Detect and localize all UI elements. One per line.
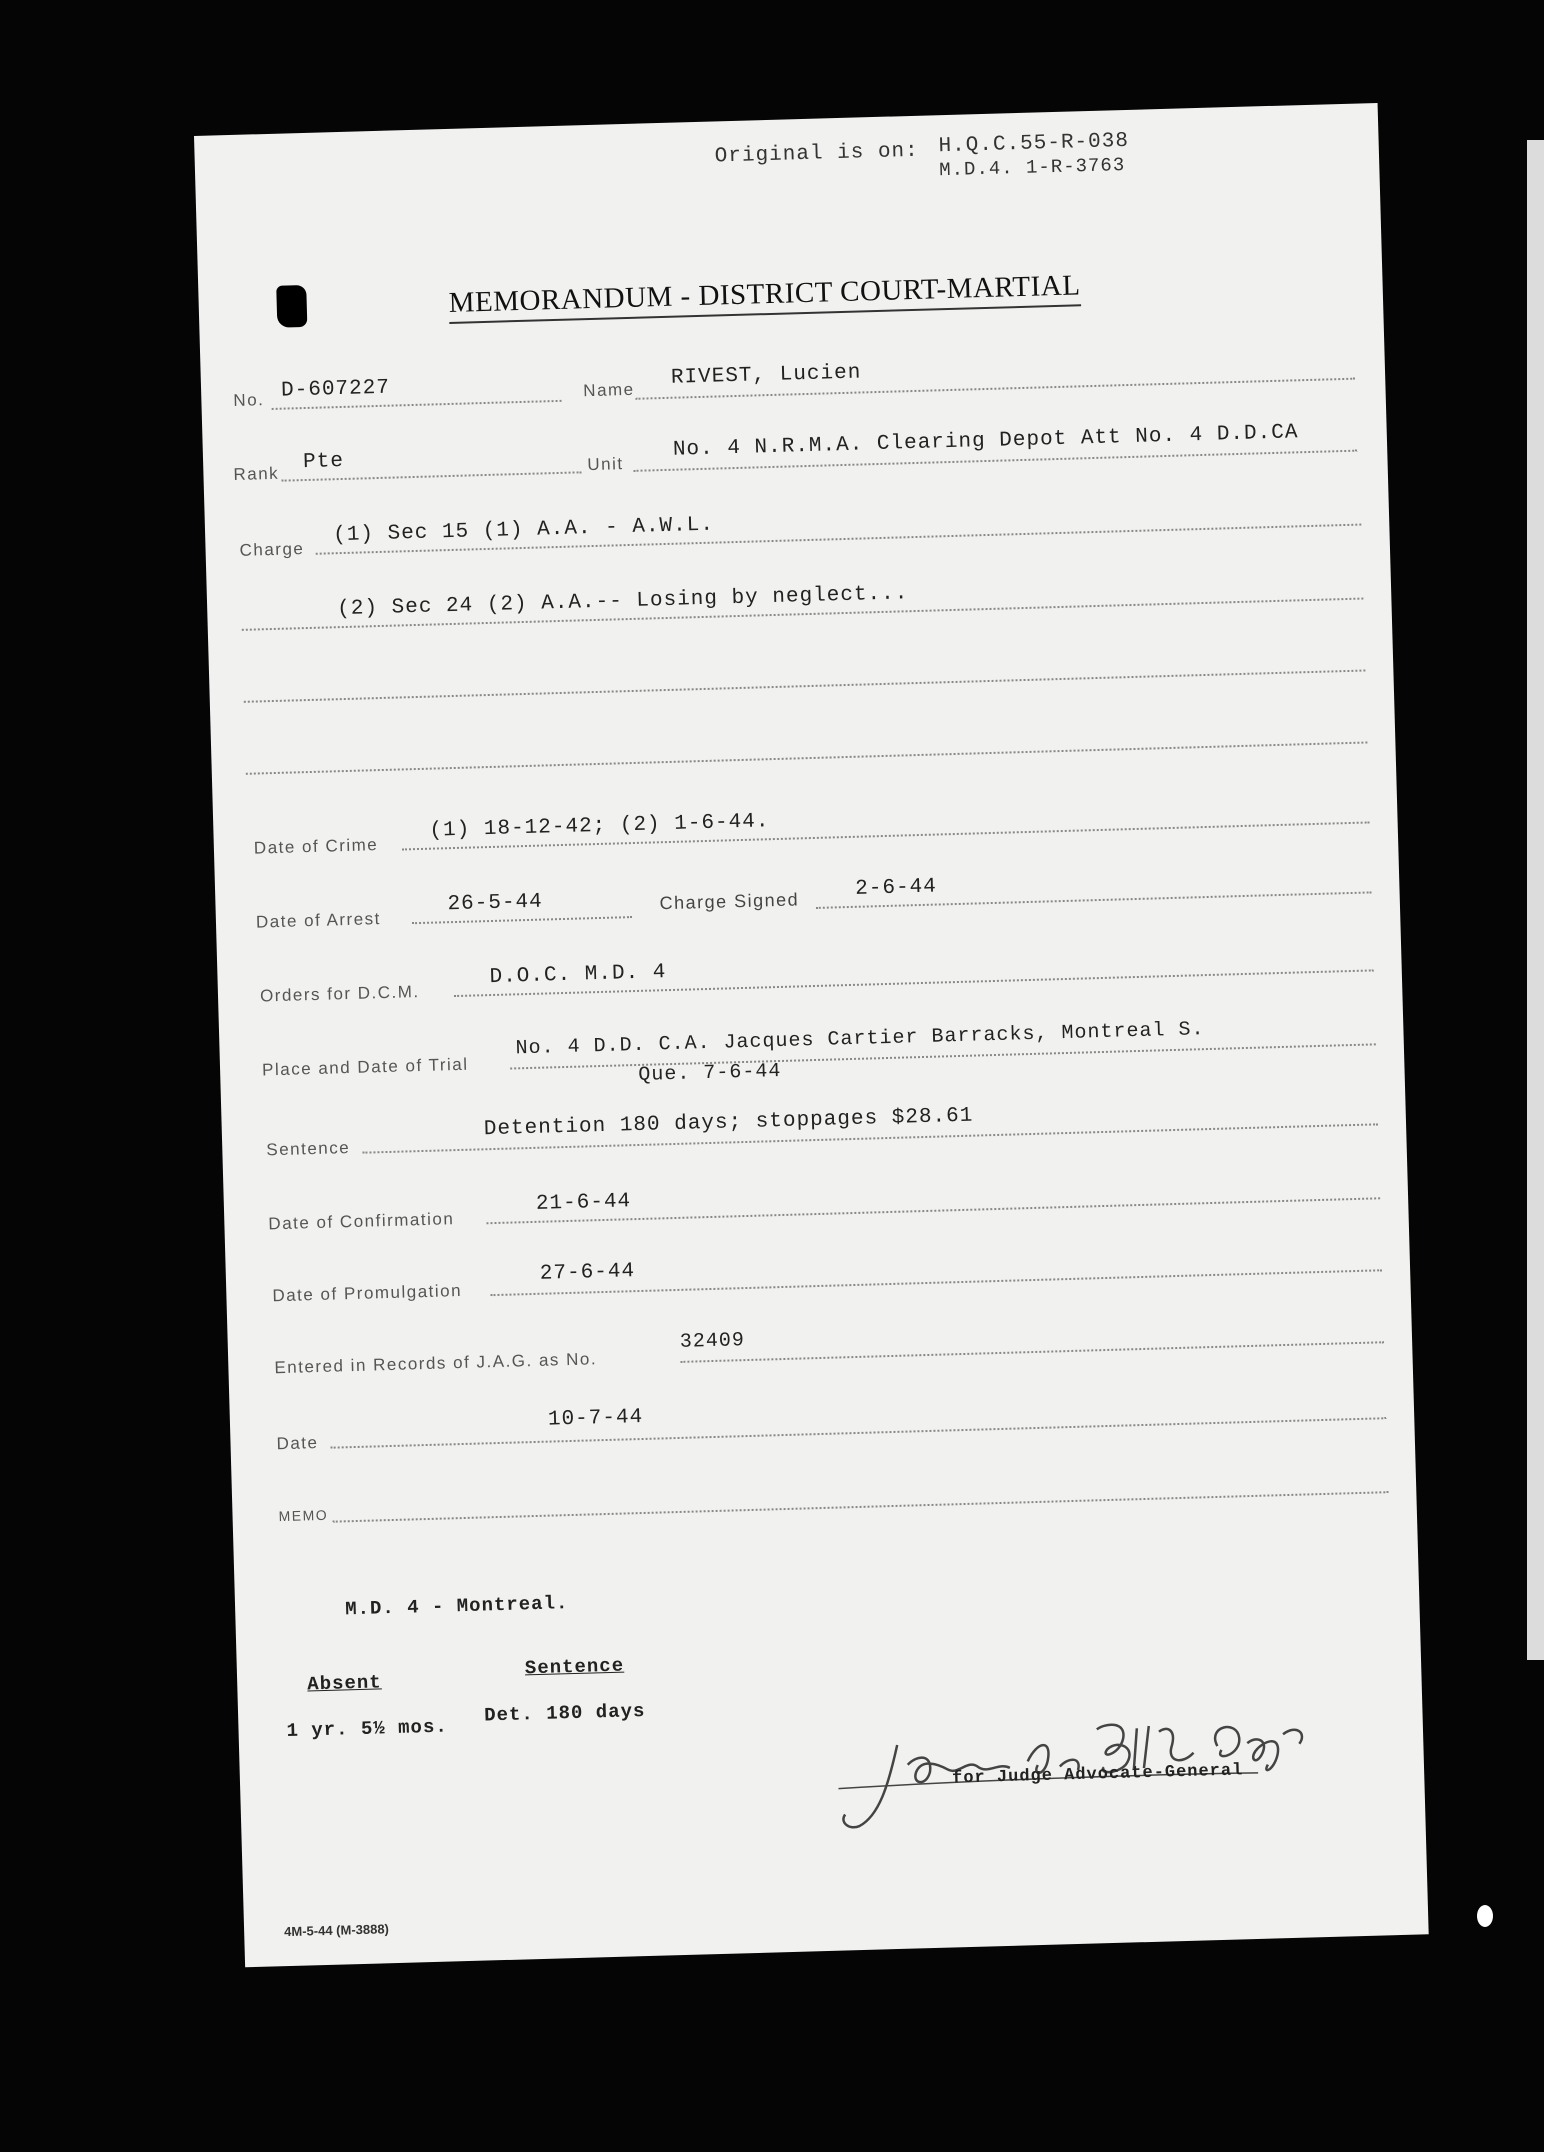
memorandum-page xyxy=(194,103,1429,1967)
sentence-header: Sentence xyxy=(524,1654,625,1680)
unit-value: No. 4 N.R.M.A. Clearing Depot Att No. 4 D.D.CA xyxy=(672,421,1299,462)
charge-2-value: (2) Sec 24 (2) A.A.-- Losing by neglect... xyxy=(336,582,909,622)
unit-label: Unit xyxy=(587,454,624,475)
memo-sentence-value: Det. 180 days xyxy=(483,1700,646,1727)
sentence-value: Detention 180 days; stoppages $28.61 xyxy=(483,1104,974,1142)
name-value: RIVEST, Lucien xyxy=(670,361,862,390)
no-value: D-607227 xyxy=(280,376,391,403)
sentence-label: Sentence xyxy=(266,1138,351,1160)
adjacent-page-edge xyxy=(1527,140,1544,1660)
arrest-value: 26-5-44 xyxy=(447,890,544,917)
page-title: MEMORANDUM - DISTRICT COURT-MARTIAL xyxy=(448,269,1081,324)
memo-district: M.D. 4 - Montreal. xyxy=(344,1592,569,1621)
crime-value: (1) 18-12-42; (2) 1-6-44. xyxy=(429,810,770,843)
memo-label: MEMO xyxy=(278,1506,329,1525)
orders-value: D.O.C. M.D. 4 xyxy=(489,961,667,990)
original-is-on-label: Original is on: xyxy=(714,139,920,169)
form-code: 4M-5-44 (M-3888) xyxy=(283,1921,390,1940)
confirmation-label: Date of Confirmation xyxy=(268,1209,455,1234)
signature-caption: for Judge Advocate-General xyxy=(951,1761,1244,1789)
charge-signed-value: 2-6-44 xyxy=(854,875,938,901)
absent-header: Absent xyxy=(306,1671,382,1696)
crime-label: Date of Crime xyxy=(253,835,379,858)
jag-value: 32409 xyxy=(679,1329,746,1354)
reference-line-2: M.D.4. 1-R-3763 xyxy=(938,154,1126,182)
charge-signed-label: Charge Signed xyxy=(659,889,800,914)
reference-line-1: H.Q.C.55-R-038 xyxy=(938,129,1130,159)
absent-value: 1 yr. 5½ mos. xyxy=(286,1715,449,1743)
no-label: No. xyxy=(233,390,265,410)
charge-1-value: (1) Sec 15 (1) A.A. - A.W.L. xyxy=(332,513,715,548)
film-blemish xyxy=(1477,1905,1493,1927)
trial-label: Place and Date of Trial xyxy=(261,1054,469,1080)
punch-hole xyxy=(276,285,307,328)
promulgation-label: Date of Promulgation xyxy=(272,1280,463,1306)
promulgation-value: 27-6-44 xyxy=(539,1260,636,1286)
trial-value-2: Que. 7-6-44 xyxy=(638,1059,782,1087)
rank-value: Pte xyxy=(302,449,345,475)
orders-label: Orders for D.C.M. xyxy=(259,982,420,1006)
date-value: 10-7-44 xyxy=(547,1405,644,1432)
name-label: Name xyxy=(582,379,635,401)
jag-label: Entered in Records of J.A.G. as No. xyxy=(274,1349,598,1378)
date-label: Date xyxy=(276,1433,319,1454)
trial-value-1: No. 4 D.D. C.A. Jacques Cartier Barracks, Montreal S. xyxy=(515,1018,1205,1061)
confirmation-value: 21-6-44 xyxy=(535,1190,632,1216)
rank-label: Rank xyxy=(233,463,280,485)
arrest-label: Date of Arrest xyxy=(255,909,382,932)
charge-label: Charge xyxy=(239,539,305,560)
